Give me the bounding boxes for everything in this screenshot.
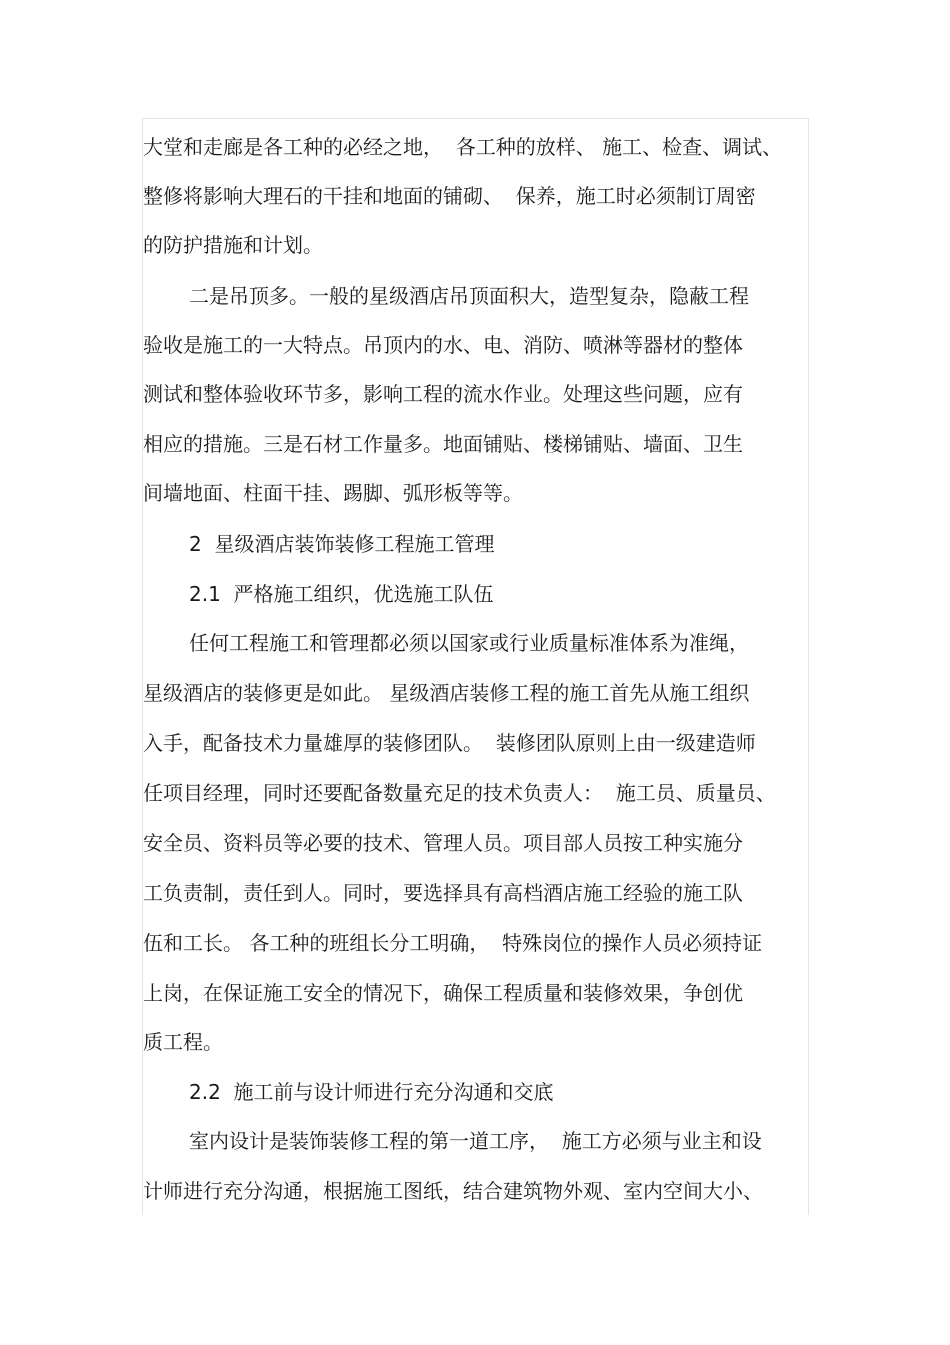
subsection-heading: 2.1 严格施工组织，优选施工队伍 xyxy=(189,582,494,606)
text-line: 室内设计是装饰装修工程的第一道工序， 施工方必须与业主和设 xyxy=(189,1129,762,1153)
text-line: 质工程。 xyxy=(143,1030,223,1054)
text-line: 星级酒店的装修更是如此。 星级酒店装修工程的施工首先从施工组织 xyxy=(143,681,750,705)
text-line: 间墙地面、柱面干挂、踢脚、弧形板等等。 xyxy=(143,481,523,505)
text-line: 的防护措施和计划。 xyxy=(143,233,323,257)
section-heading: 2 星级酒店装饰装修工程施工管理 xyxy=(189,532,495,556)
text-line: 相应的措施。三是石材工作量多。地面铺贴、楼梯铺贴、墙面、卫生 xyxy=(143,432,743,456)
document-page xyxy=(142,118,809,1215)
text-line: 大堂和走廊是各工种的必经之地， 各工种的放样、 施工、检查、调试、 xyxy=(143,135,783,159)
text-line: 伍和工长。 各工种的班组长分工明确， 特殊岗位的操作人员必须持证 xyxy=(143,931,763,955)
text-line: 任何工程施工和管理都必须以国家或行业质量标准体系为准绳， xyxy=(189,631,749,655)
text-line: 工负责制，责任到人。同时，要选择具有高档酒店施工经验的施工队 xyxy=(143,881,743,905)
text-line: 计师进行充分沟通，根据施工图纸，结合建筑物外观、室内空间大小、 xyxy=(143,1179,763,1203)
text-line: 入手，配备技术力量雄厚的装修团队。 装修团队原则上由一级建造师 xyxy=(143,731,756,755)
text-line: 测试和整体验收环节多，影响工程的流水作业。处理这些问题，应有 xyxy=(143,382,743,406)
text-line: 二是吊顶多。一般的星级酒店吊顶面积大，造型复杂，隐蔽工程 xyxy=(189,284,749,308)
text-line: 上岗，在保证施工安全的情况下，确保工程质量和装修效果，争创优 xyxy=(143,981,743,1005)
subsection-heading: 2.2 施工前与设计师进行充分沟通和交底 xyxy=(189,1080,554,1104)
text-line: 验收是施工的一大特点。吊顶内的水、电、消防、喷淋等器材的整体 xyxy=(143,333,743,357)
text-line: 安全员、资料员等必要的技术、管理人员。项目部人员按工种实施分 xyxy=(143,831,743,855)
text-line: 整修将影响大理石的干挂和地面的铺砌、 保养，施工时必须制订周密 xyxy=(143,184,756,208)
text-line: 任项目经理，同时还要配备数量充足的技术负责人： 施工员、质量员、 xyxy=(143,781,776,805)
